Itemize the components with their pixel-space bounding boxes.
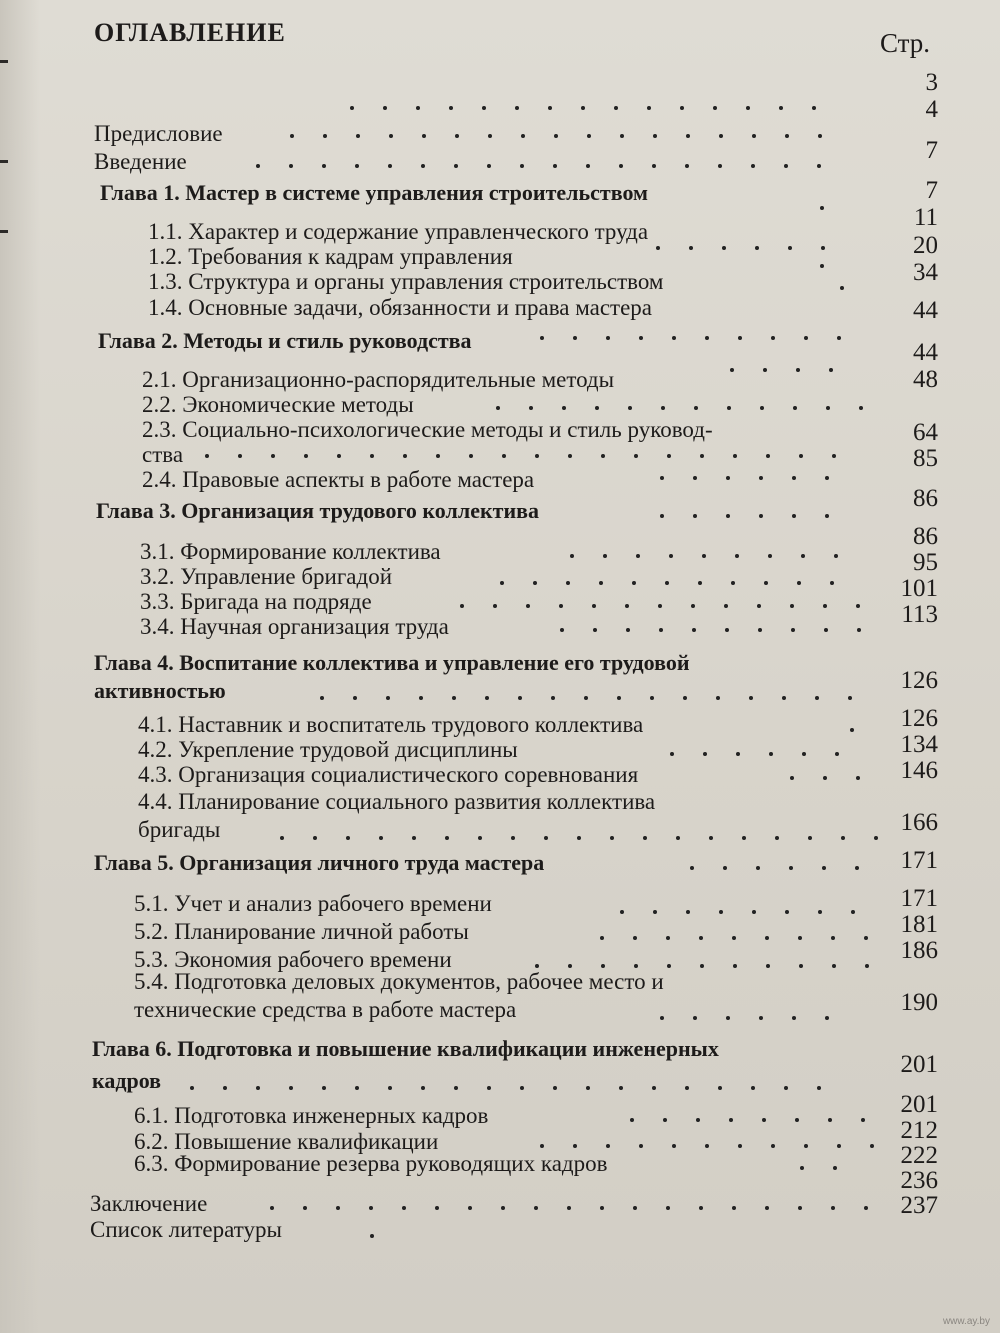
page-number: 190 (900, 989, 938, 1016)
page-number: 237 (900, 1192, 938, 1219)
page-number: 113 (901, 601, 938, 628)
toc-section: 1.2. Требования к кадрам управления (148, 244, 513, 269)
toc-section-continuation: технические средства в работе мастера (134, 997, 517, 1022)
page-number: 186 (900, 937, 938, 964)
toc-section: 1.1. Характер и содержание управленческого труда (148, 219, 649, 244)
toc-chapter-2: Глава 2. Методы и стиль руководства (98, 328, 472, 353)
dot-leader (535, 958, 898, 964)
page-number: 236 (900, 1167, 938, 1194)
page-number: 85 (913, 445, 938, 472)
dot-leader (570, 548, 867, 554)
dot-leader (840, 280, 873, 286)
dot-leader (660, 470, 858, 476)
dot-leader (205, 448, 865, 454)
watermark: www.ay.by (942, 1316, 990, 1327)
toc-chapter-1: Глава 1. Мастер в системе управления строительством (100, 180, 649, 205)
page-number: 146 (900, 757, 938, 784)
dot-leader (600, 930, 897, 936)
toc-section: 3.1. Формирование коллектива (140, 539, 441, 564)
dot-leader (660, 508, 858, 514)
dot-leader (496, 400, 892, 406)
edge-mark (0, 160, 8, 163)
page-number: 201 (900, 1051, 938, 1078)
toc-chapter-continuation: кадров (92, 1068, 162, 1093)
toc-section: 1.3. Структура и органы управления строительством (148, 269, 664, 294)
page-title: ОГЛАВЛЕНИЕ (94, 18, 286, 47)
dot-leader (800, 1160, 866, 1166)
toc-chapter-continuation: активностью (94, 678, 226, 703)
dot-leader (280, 830, 907, 836)
toc-section: 3.2. Управление бригадой (140, 564, 393, 589)
toc-section: 6.3. Формирование резерва руководящих кадров (134, 1151, 608, 1176)
toc-section: 4.1. Наставник и воспитатель трудового коллектива (138, 712, 644, 737)
page-number: 126 (900, 705, 938, 732)
page-number: 7 (925, 177, 938, 204)
page-column-heading: Стр. (879, 28, 930, 58)
edge-mark (0, 60, 8, 63)
dot-leader (256, 158, 850, 164)
dot-leader (370, 1228, 403, 1234)
dot-leader (660, 1010, 858, 1016)
toc-section: 2.4. Правовые аспекты в работе мастера (142, 467, 535, 492)
page-number: 86 (913, 523, 938, 550)
dot-leader (820, 200, 853, 206)
page-number: 11 (913, 204, 938, 231)
edge-mark (0, 230, 8, 233)
dot-leader (730, 362, 862, 368)
page-number: 86 (913, 485, 938, 512)
page-number: 44 (913, 297, 938, 324)
toc-section: 5.2. Планирование личной работы (134, 919, 469, 944)
dot-leader (630, 1112, 894, 1118)
toc-entry-introduction: Введение (94, 149, 187, 174)
toc-section: 2.2. Экономические методы (142, 392, 414, 417)
page-number: 95 (913, 549, 938, 576)
dot-leader (460, 598, 889, 604)
toc-chapter-4: Глава 4. Воспитание коллектива и управление его трудовой (94, 650, 690, 675)
dot-leader (670, 746, 868, 752)
toc-section: 5.3. Экономия рабочего времени (134, 947, 452, 972)
page-number: 126 (900, 667, 938, 694)
toc-section: 6.2. Повышение квалификации (134, 1129, 439, 1154)
dot-leader (620, 904, 884, 910)
toc-section: 4.2. Укрепление трудовой дисциплины (138, 737, 518, 762)
page-number: 3 (925, 69, 938, 96)
page-number: 212 (900, 1117, 938, 1144)
dot-leader (270, 1200, 897, 1206)
dot-leader (690, 860, 888, 866)
toc-section: 6.1. Подготовка инженерных кадров (134, 1103, 489, 1128)
dot-leader (540, 330, 870, 336)
toc-section: 5.4. Подготовка деловых документов, рабочее место и (134, 969, 664, 994)
dot-leader (320, 690, 881, 696)
dot-leader (500, 575, 863, 581)
toc-chapter-6: Глава 6. Подготовка и повышение квалификации инженерных (92, 1036, 719, 1061)
page-number: 64 (913, 419, 938, 446)
dot-leader (850, 722, 883, 728)
page-number: 48 (913, 366, 938, 393)
page-number: 4 (925, 96, 938, 123)
toc-chapter-3: Глава 3. Организация трудового коллектива (96, 498, 539, 523)
toc-entry-conclusion: Заключение (90, 1191, 208, 1216)
toc-section: 4.3. Организация социалистического соревнования (138, 762, 639, 787)
toc-section-continuation: бригады (138, 817, 221, 842)
page-number: 181 (900, 911, 938, 938)
page-number: 171 (900, 847, 938, 874)
page-number: 222 (900, 1142, 938, 1169)
toc-section: 5.1. Учет и анализ рабочего времени (134, 891, 492, 916)
toc-entry-preface: Предисловие (94, 121, 223, 146)
page-number: 201 (900, 1091, 938, 1118)
page-fold-shadow (0, 0, 40, 1333)
dot-leader (560, 622, 890, 628)
dot-leader (350, 100, 845, 106)
toc-section-continuation: ства (142, 442, 184, 467)
dot-leader (820, 258, 853, 264)
toc-chapter-5: Глава 5. Организация личного труда мастера (94, 850, 545, 875)
page-number: 20 (913, 232, 938, 259)
toc-section: 2.3. Социально-психологические методы и стиль руковод- (142, 417, 713, 442)
toc-section: 2.1. Организационно-распорядительные методы (142, 367, 615, 392)
dot-leader (190, 1080, 850, 1086)
page-number: 34 (913, 259, 938, 286)
dot-leader (540, 1138, 903, 1144)
dot-leader (290, 128, 851, 134)
page-number: 7 (925, 137, 938, 164)
page-number: 101 (900, 575, 938, 602)
toc-section: 4.4. Планирование социального развития коллектива (138, 789, 656, 814)
dot-leader (790, 770, 889, 776)
toc-entry-bibliography: Список литературы (90, 1217, 282, 1242)
toc-section: 3.4. Научная организация труда (140, 614, 449, 639)
page-number: 166 (900, 809, 938, 836)
page-number: 171 (900, 885, 938, 912)
toc-section: 3.3. Бригада на подряде (140, 589, 372, 614)
toc-section: 1.4. Основные задачи, обязанности и права мастера (148, 295, 653, 320)
dot-leader (656, 240, 854, 246)
page-number: 44 (913, 339, 938, 366)
page-number: 134 (900, 731, 938, 758)
